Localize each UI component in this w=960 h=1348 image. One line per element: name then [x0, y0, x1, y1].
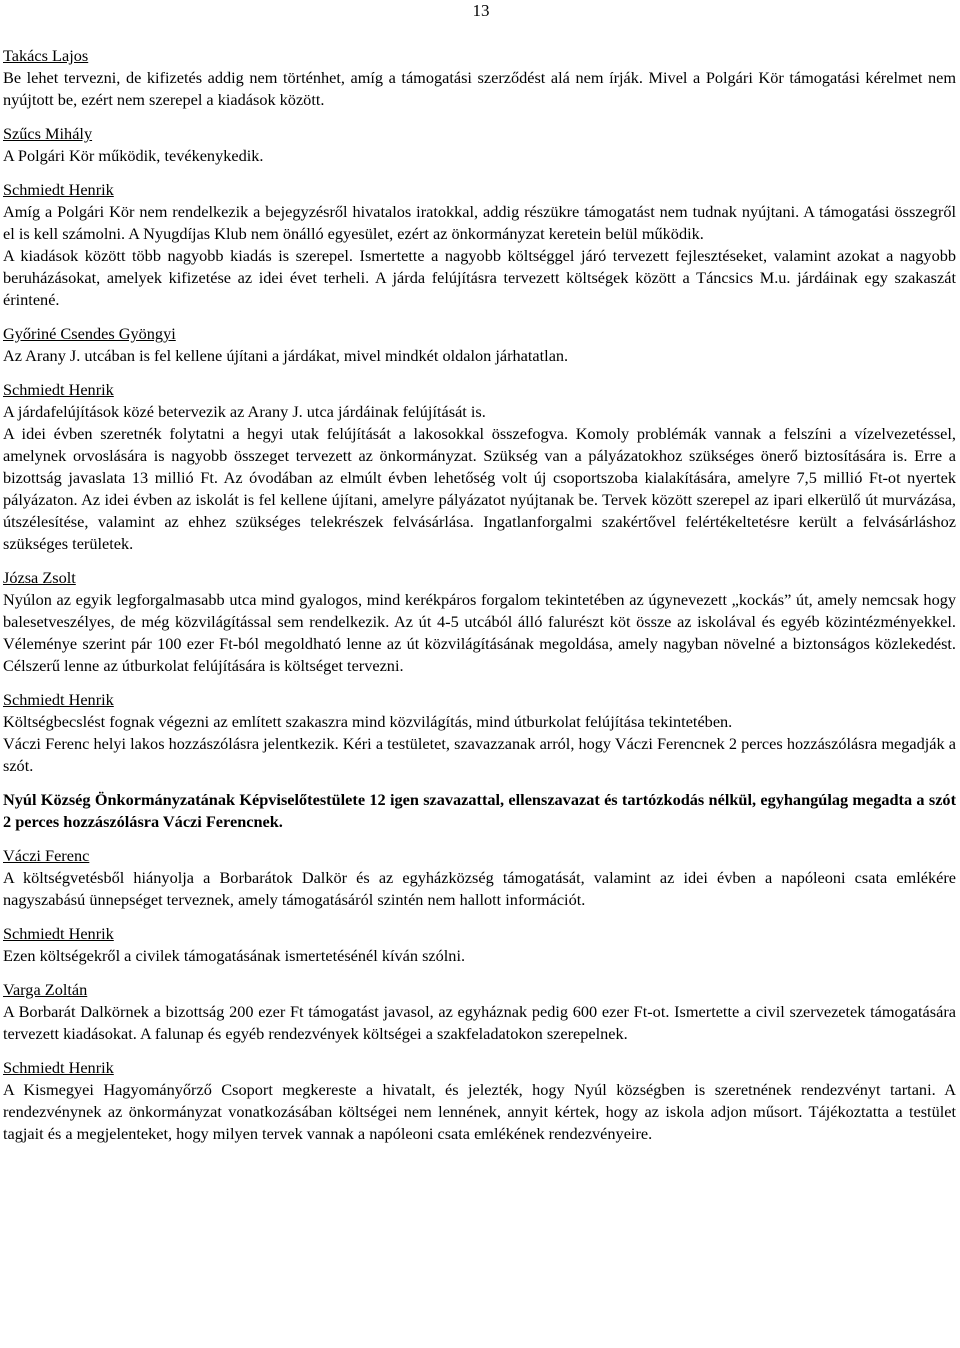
- page-number: 13: [472, 1, 490, 20]
- paragraph: A Borbarát Dalkörnek a bizottság 200 ezer Ft támogatást javasol, az egyháznak pedig 600 ezer Ft-ot. Ismertette a civil szervezetek támogatására tervezett kiadásokat. A falunap és egyéb rendezvények költségei a szakfeladatokon szerepelnek.: [3, 1002, 956, 1043]
- speaker-block: [3, 1057, 956, 1145]
- paragraph: A Kismegyei Hagyományőrző Csoport megkereste a hivatalt, és jelezték, hogy Nyúl községben is szeretnének rendezvényt tartani. A rendezvénynek az önkormányzat vonatkozásában költségei nem lennének, annyit kértek, hogy az iskola adjon műsort. Tájékoztatta a testület tagjait és a megjelenteket, hogy milyen tervek vannak a napóleoni csata emlékének rendezvényeire.: [3, 1080, 956, 1143]
- paragraph: Az Arany J. utcában is fel kellene újítani a járdákat, mivel mindkét oldalon járhatatlan.: [3, 346, 569, 365]
- speaker-name: Takács Lajos: [3, 46, 89, 65]
- speaker-name: Schmiedt Henrik: [3, 380, 114, 399]
- speaker-block: [3, 567, 956, 677]
- paragraph: A idei évben szeretnék folytatni a hegyi utak felújítását a lakosokkal összefogva. Komoly problémák vannak a felszíni a vízelvezetéssel, amelynek orvoslására is nagyobb összeget tervezett az önkormányzat. Szükség van a pályázatokhoz szükséges önerő biztosítására is. Erre a bizottság javaslata 13 millió Ft. Az óvodában az elmúlt évben lehetőség volt új csoportszoba kialakítására, amelyre 7,5 millió Ft-ot nyertek pályázaton. Az idei évben az iskolát is fel kellene újítani, amelyre pályázatot nyújtanak be. Tervek között szerepel az ipari elkerülő út murvázása, útszélesítése, valamint az ehhez szükséges telekrészek felvásárlása. Ingatlanforgalmi szakértővel felértékeltetésre került a felvásárláshoz szükséges területek.: [3, 424, 956, 553]
- speaker-block: [3, 123, 956, 167]
- speaker-block: [3, 179, 956, 311]
- speaker-name: Váczi Ferenc: [3, 846, 90, 865]
- paragraph: A költségvetésből hiányolja a Borbarátok Dalkör és az egyházközség támogatását, valamint az idei évben a napóleoni csata emlékére nagyszabású ünnepséget terveznek, amely támogatásáról szintén nem hallott információt.: [3, 868, 956, 909]
- speaker-block: [3, 789, 956, 833]
- speaker-block: [3, 845, 956, 911]
- speaker-name: Schmiedt Henrik: [3, 924, 114, 943]
- paragraph: Be lehet tervezni, de kifizetés addig nem történhet, amíg a támogatási szerződést alá nem írják. Mivel a Polgári Kör támogatási kérelmet nem nyújtott be, ezért nem szerepel a kiadások között.: [3, 68, 956, 109]
- speaker-block: [3, 979, 956, 1045]
- document-body: [3, 45, 956, 1157]
- paragraph: A Polgári Kör működik, tevékenykedik.: [3, 146, 264, 165]
- resolution-text: Nyúl Község Önkormányzatának Képviselőtestülete 12 igen szavazattal, ellenszavazat és tartózkodás nélkül, egyhangúlag megadta a szót 2 perces hozzászólásra Váczi Ferencnek.: [3, 790, 956, 831]
- speaker-name: Szűcs Mihály: [3, 124, 93, 143]
- paragraph: A kiadások között több nagyobb kiadás is szerepel. Ismertette a nagyobb költséggel járó tervezett fejlesztéseket, valamint azokat a nagyobb beruházásokat, amelyek kifizetése az idei évet terheli. A járda felújításra tervezett költségek között a Táncsics M.u. járdáinak egy szakaszát érintené.: [3, 246, 956, 309]
- speaker-block: [3, 45, 956, 111]
- speaker-name: Schmiedt Henrik: [3, 180, 114, 199]
- speaker-name: Győriné Csendes Gyöngyi: [3, 324, 176, 343]
- paragraph: A járdafelújítások közé betervezik az Arany J. utca járdáinak felújítását is.: [3, 402, 486, 421]
- paragraph: Költségbecslést fognak végezni az említett szakaszra mind közvilágítás, mind útburkolat felújítása tekintetében.: [3, 712, 733, 731]
- speaker-block: [3, 689, 956, 777]
- speaker-name: Schmiedt Henrik: [3, 1058, 114, 1077]
- paragraph: Nyúlon az egyik legforgalmasabb utca mind gyalogos, mind kerékpáros forgalom tekintetében az úgynevezett „kockás” út, amely nemcsak hogy balesetveszélyes, de még közvilágítással sem rendelkezik. Az út 4-5 utcából álló falurészt köt össze az iskolával és egyéb közintézményekkel. Véleménye szerint pár 100 ezer Ft-ból megoldható lenne az út közvilágításának megoldása, amely nagyban növelné a biztonságos közlekedést. Célszerű lenne az útburkolat felújítására is költséget tervezni.: [3, 590, 956, 675]
- speaker-name: Józsa Zsolt: [3, 568, 76, 587]
- speaker-block: [3, 923, 956, 967]
- paragraph: Váczi Ferenc helyi lakos hozzászólásra jelentkezik. Kéri a testületet, szavazzanak arról, hogy Váczi Ferencnek 2 perces hozzászólásra megadják a szót.: [3, 734, 956, 775]
- speaker-name: Varga Zoltán: [3, 980, 88, 999]
- speaker-block: [3, 323, 956, 367]
- speaker-name: Schmiedt Henrik: [3, 690, 114, 709]
- paragraph: Amíg a Polgári Kör nem rendelkezik a bejegyzésről hivatalos iratokkal, addig részükre támogatást nem tudnak nyújtani. A támogatási összegről el is kell számolni. A Nyugdíjas Klub nem önálló egyesület, ezért az önkormányzat keretein belül működik.: [3, 202, 956, 243]
- speaker-block: [3, 379, 956, 555]
- paragraph: Ezen költségekről a civilek támogatásának ismertetésénél kíván szólni.: [3, 946, 466, 965]
